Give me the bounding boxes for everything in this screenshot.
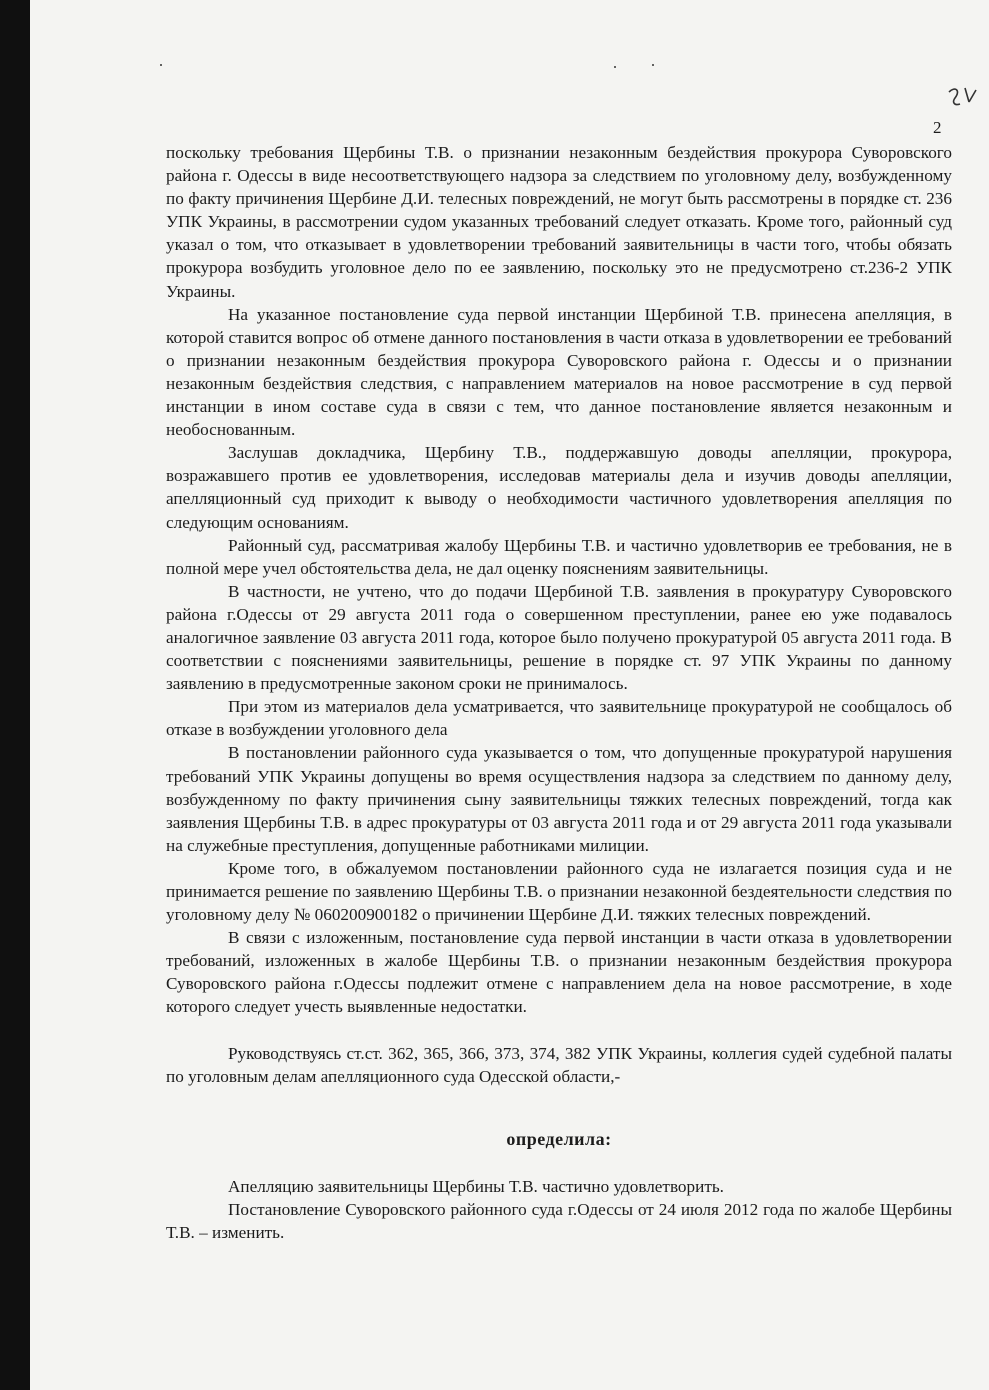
scan-speck [652,64,654,66]
decision-item: Постановление Суворовского районного суда г.Одессы от 24 июля 2012 года по жалобе Щербины Т.В. – изменить. [166,1199,952,1243]
paragraph: При этом из материалов дела усматривается, что заявительнице прокуратурой не сообщалось об отказе в возбуждении уголовного дела [166,697,952,740]
document-body [166,141,952,1244]
paragraph: В частности, не учтено, что до подачи Щербиной Т.В. заявления в прокуратуру Суворовского района г.Одессы от 29 августа 2011 года о совершенном преступлении, ранее ею уже подавалось аналогичное заявление 03 августа 2011 года, которое было получено прокуратурой 05 августа 2011 года. В соответствии с пояснениями заявительницы, решение в порядке ст. 97 УПК Украины по данному заявлению в предусмотренные законом сроки не принималось. [166,581,952,694]
paragraph: Заслушав докладчика, Щербину Т.В., поддержавшую доводы апелляции, прокурора, возражавшего против ее удовлетворения, исследовав материалы дела и изучив доводы апелляции, апелляционный суд приходит к выводу о необходимости частичного удовлетворения апелляция по следующим основаниям. [166,443,952,532]
paragraph: В связи с изложенным, постановление суда первой инстанции в части отказа в удовлетворении требований, изложенных в жалобе Щербины Т.В. о признании незаконным бездействия прокурора Суворовского района г.Одессы подлежит отмене с направлением дела на новое рассмотрение, в ходе которого следует учесть выявленные недостатки. [166,928,952,1017]
ruling-heading: определила: [506,1128,612,1149]
scan-edge [0,0,30,1390]
paragraph: Районный суд, рассматривая жалобу Щербины Т.В. и частично удовлетворив ее требования, не в полной мере учел обстоятельства дела, не дал оценку пояснениям заявительницы. [166,535,952,578]
scan-speck [614,66,616,68]
paragraph: На указанное постановление суда первой инстанции Щербиной Т.В. принесена апелляция, в которой ставится вопрос об отмене данного постановления в части отказа в удовлетворении ее требований о признании незаконным бездействия прокурора Суворовского района г. Одессы и о признании незаконным бездействия следствия, с направлением материалов на новое рассмотрение в суд первой инстанции в ином составе суда в связи с тем, что данное постановление является незаконным и необоснованным. [166,304,952,440]
paragraph: поскольку требования Щербины Т.В. о признании незаконным бездействия прокурора Суворовского района г. Одессы в виде несоответствующего надзора за следствием по уголовному делу, возбужденному по факту причинения Щербине Д.И. телесных повреждений, не могут быть рассмотрены в порядке ст. 236 УПК Украины, в рассмотрении судом указанных требований следует отказать. Кроме того, районный суд указал о том, что отказывает в удовлетворении требований заявительницы в части того, чтобы обязать прокурора возбудить уголовное дело по ее заявлению, поскольку это не предусмотрено ст.236-2 УПК Украины. [166,143,952,301]
page-number: 2 [933,118,942,137]
guidance-paragraph: Руководствуясь ст.ст. 362, 365, 366, 373, 374, 382 УПК Украины, коллегия судей судебной палаты по уголовным делам апелляционного суда Одесской области,- [166,1043,952,1086]
scan-speck [160,64,162,66]
paragraph: В постановлении районного суда указывается о том, что допущенные прокуратурой нарушения требований УПК Украины допущены во время осуществления надзора за следствием по данному делу, возбужденному по факту причинения сыну заявительницы тяжких телесных повреждений, тогда как заявления Щербины Т.В. в адрес прокуратуры от 03 августа 2011 года и от 29 августа 2011 года указывали на служебные преступления, допущенные работниками милиции. [166,743,952,855]
decision-item: Апелляцию заявительницы Щербины Т.В. частично удовлетворить. [228,1176,724,1196]
paragraph: Кроме того, в обжалуемом постановлении районного суда не излагается позиция суда и не принимается решение по заявлению Щербины Т.В. о признании незаконной бездеятельности следствия по уголовному делу № 060200900182 о причинении Щербине Д.И. тяжких телесных повреждений. [166,858,952,925]
handwritten-mark-icon [945,82,981,112]
